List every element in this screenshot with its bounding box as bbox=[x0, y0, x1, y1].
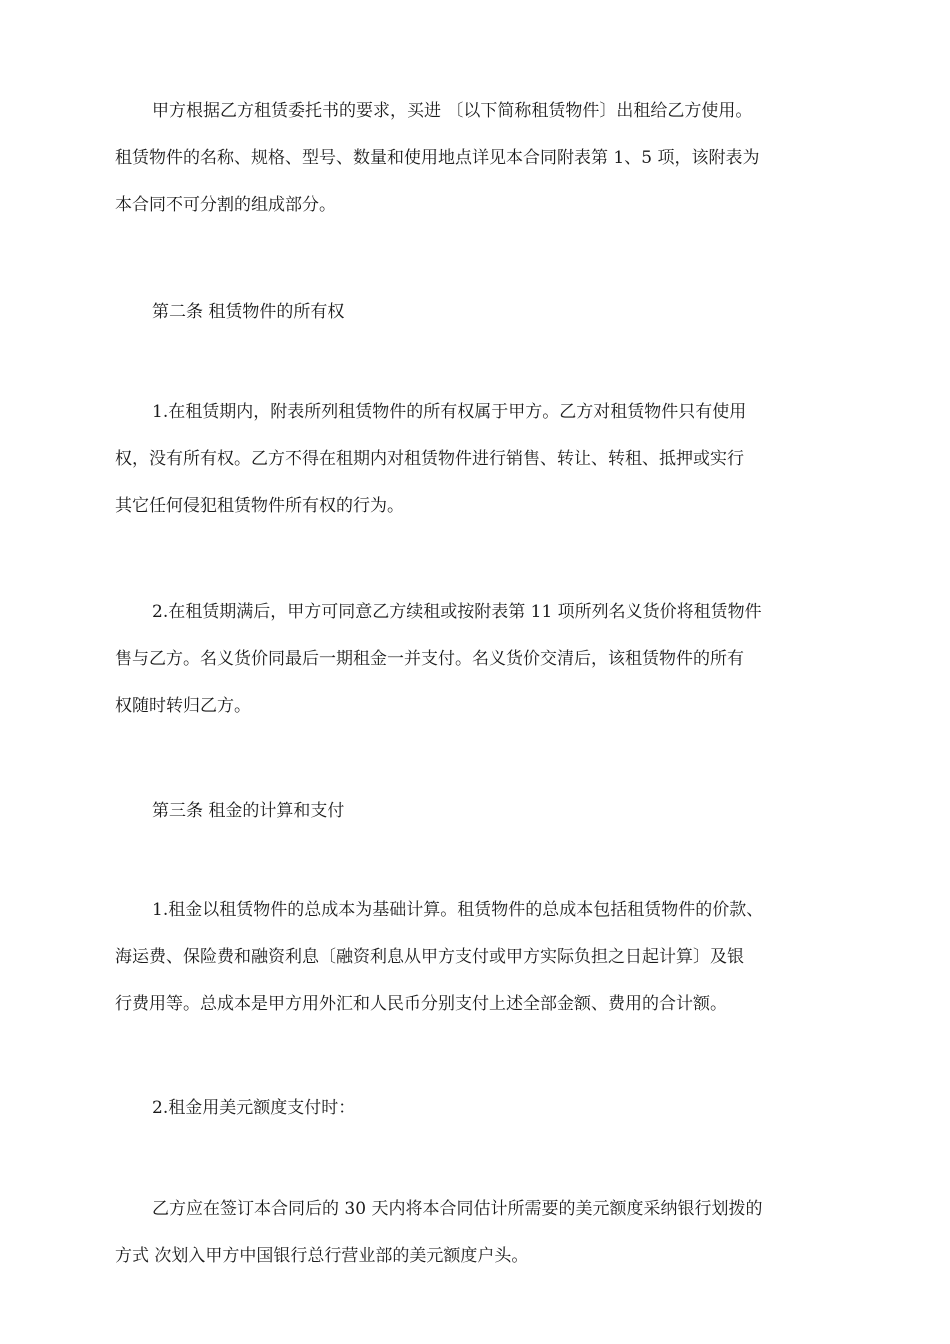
paragraph-line: 2.租金用美元额度支付时： bbox=[152, 1098, 356, 1118]
intro-paragraph bbox=[115, 88, 845, 229]
paragraph-line: 甲方根据乙方租赁委托书的要求，买进 〔以下简称租赁物件〕出租给乙方使用。 bbox=[152, 101, 753, 121]
paragraph-line: 行费用等。总成本是甲方用外汇和人民币分别支付上述全部金额、费用的合计额。 bbox=[115, 994, 727, 1014]
paragraph-line: 1.在租赁期内，附表所列租赁物件的所有权属于甲方。乙方对租赁物件只有使用 bbox=[152, 402, 747, 422]
paragraph-line: 1.租金以租赁物件的总成本为基础计算。租赁物件的总成本包括租赁物件的价款、 bbox=[152, 900, 764, 920]
paragraph-line: 乙方应在签订本合同后的 30 天内将本合同估计所需要的美元额度采纳银行划拨的 bbox=[152, 1199, 763, 1219]
paragraph-line: 售与乙方。名义货价同最后一期租金一并支付。名义货价交清后，该租赁物件的所有 bbox=[115, 649, 744, 669]
paragraph-line: 2.在租赁期满后，甲方可同意乙方续租或按附表第 11 项所列名义货价将租赁物件 bbox=[152, 602, 762, 622]
article-3-item-2 bbox=[115, 1085, 845, 1132]
article-2-heading: 第二条 租赁物件的所有权 bbox=[152, 302, 345, 322]
paragraph-line: 方式 次划入甲方中国银行总行营业部的美元额度户头。 bbox=[115, 1246, 529, 1266]
paragraph-line: 权，没有所有权。乙方不得在租期内对租赁物件进行销售、转让、转租、抵押或实行 bbox=[115, 449, 744, 469]
article-3-item-2-detail bbox=[115, 1186, 845, 1280]
paragraph-line: 租赁物件的名称、规格、型号、数量和使用地点详见本合同附表第 1、5 项，该附表为 bbox=[115, 148, 760, 168]
article-2-item-2 bbox=[115, 589, 845, 730]
paragraph-line: 海运费、保险费和融资利息〔融资利息从甲方支付或甲方实际负担之日起计算〕及银 bbox=[115, 947, 744, 967]
paragraph-line: 本合同不可分割的组成部分。 bbox=[115, 195, 336, 215]
article-3-heading: 第三条 租金的计算和支付 bbox=[152, 801, 345, 821]
article-3-item-1 bbox=[115, 887, 845, 1028]
article-2-item-1 bbox=[115, 389, 845, 530]
paragraph-line: 其它任何侵犯租赁物件所有权的行为。 bbox=[115, 496, 404, 516]
paragraph-line: 权随时转归乙方。 bbox=[115, 696, 251, 716]
